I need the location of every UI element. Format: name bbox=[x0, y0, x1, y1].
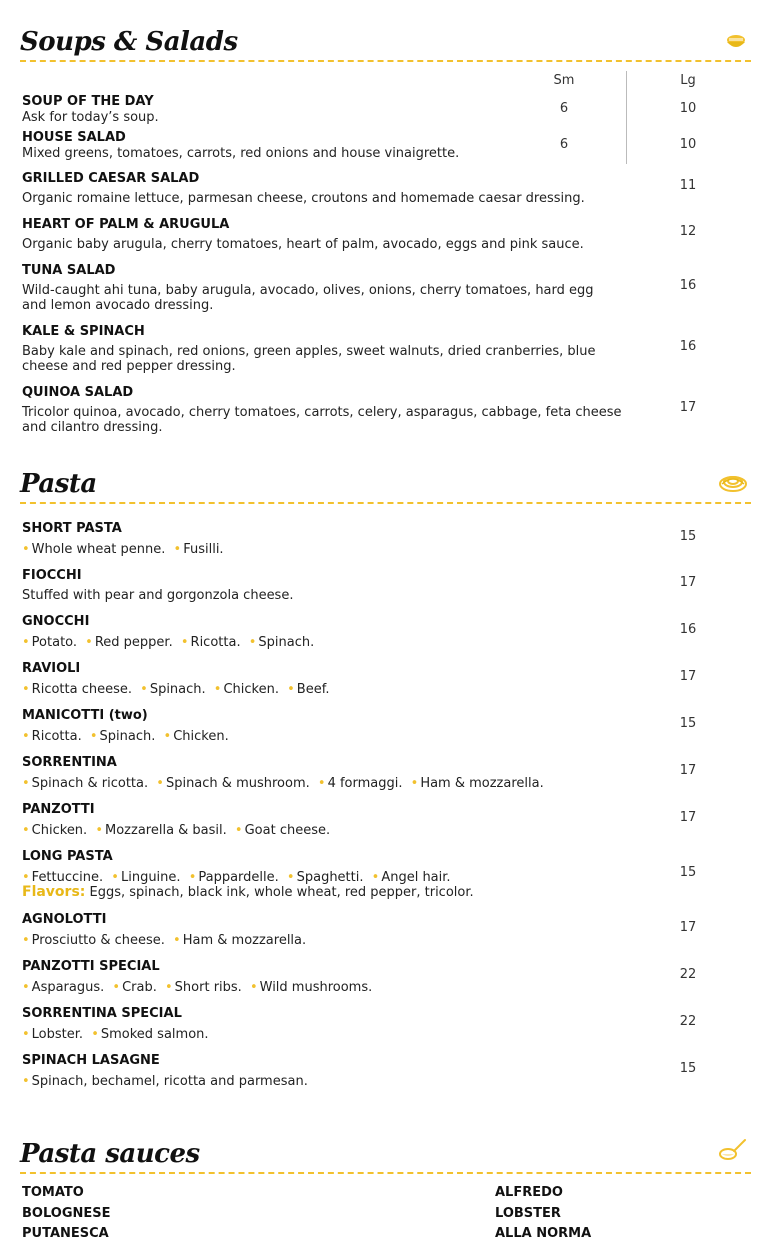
option: Prosciutto & cheese. bbox=[31, 933, 165, 948]
item-description: Mixed greens, tomatoes, carrots, red onions and house vinaigrette. bbox=[22, 146, 460, 161]
item-options bbox=[22, 542, 622, 557]
bullet-icon: • bbox=[22, 933, 30, 948]
option: Ricotta cheese. bbox=[31, 682, 132, 697]
item-options bbox=[22, 870, 622, 885]
bullet-icon: • bbox=[317, 776, 326, 791]
item-name: RAVIOLI bbox=[22, 661, 81, 676]
item-options bbox=[22, 635, 622, 650]
item-price: 11 bbox=[679, 178, 697, 193]
sauce-lobster: LOBSTER bbox=[495, 1206, 561, 1221]
item-name: GNOCCHI bbox=[22, 614, 90, 629]
soups-salads-header bbox=[20, 24, 751, 62]
size-large-heading: Lg bbox=[680, 73, 696, 88]
item-name: SOUP OF THE DAY bbox=[22, 94, 154, 109]
menu-item-heart-of-palm bbox=[22, 217, 622, 252]
item-price: 22 bbox=[679, 967, 697, 982]
bullet-icon: • bbox=[22, 870, 30, 885]
item-options bbox=[22, 933, 622, 948]
option: Crab. bbox=[122, 980, 157, 995]
item-description: Ask for today’s soup. bbox=[22, 110, 159, 125]
menu-item-house-salad bbox=[22, 130, 622, 161]
pasta-sauces-header bbox=[20, 1136, 751, 1174]
item-options bbox=[22, 823, 622, 838]
option: Wild mushrooms. bbox=[259, 980, 373, 995]
bullet-icon: • bbox=[85, 635, 93, 650]
item-price: 17 bbox=[679, 669, 697, 684]
item-price: 15 bbox=[679, 529, 697, 544]
bullet-icon: • bbox=[180, 635, 189, 650]
option: Chicken. bbox=[173, 729, 229, 744]
price-small: 6 bbox=[559, 101, 569, 116]
menu-item-manicotti bbox=[22, 708, 622, 744]
menu-item-quinoa-salad bbox=[22, 385, 622, 435]
bullet-icon: • bbox=[22, 682, 30, 697]
menu-item-panzotti bbox=[22, 802, 622, 838]
price-large: 10 bbox=[679, 101, 697, 116]
item-name: HEART OF PALM & ARUGULA bbox=[22, 217, 230, 232]
option: Short ribs. bbox=[174, 980, 242, 995]
sauce-tomato: TOMATO bbox=[22, 1185, 84, 1200]
size-divider bbox=[626, 71, 627, 164]
item-name: HOUSE SALAD bbox=[22, 130, 126, 145]
item-name: GRILLED CAESAR SALAD bbox=[22, 171, 200, 186]
menu-item-tuna-salad bbox=[22, 263, 622, 313]
item-price: 17 bbox=[679, 810, 697, 825]
soup-bowl-icon bbox=[725, 34, 747, 54]
menu-item-sorrentina-special bbox=[22, 1006, 622, 1042]
item-name: PANZOTTI SPECIAL bbox=[22, 959, 160, 974]
item-price: 17 bbox=[679, 763, 697, 778]
item-options bbox=[22, 682, 622, 697]
item-price: 16 bbox=[679, 622, 697, 637]
item-description: Baby kale and spinach, red onions, green apples, sweet walnuts, dried cranberries, blue cheese and red pepper dressing. bbox=[22, 344, 596, 374]
option: Goat cheese. bbox=[244, 823, 331, 838]
menu-item-ravioli bbox=[22, 661, 622, 697]
item-name: SORRENTINA bbox=[22, 755, 117, 770]
sauce-alla-norma: ALLA NORMA bbox=[495, 1226, 592, 1241]
bullet-icon: • bbox=[95, 823, 103, 838]
bullet-icon: • bbox=[112, 980, 121, 995]
item-name: SHORT PASTA bbox=[22, 521, 122, 536]
item-name: QUINOA SALAD bbox=[22, 385, 134, 400]
soups-salads-title: Soups & Salads bbox=[20, 27, 238, 57]
option: Ham & mozzarella. bbox=[182, 933, 307, 948]
flavors-list: Eggs, spinach, black ink, whole wheat, red pepper, tricolor. bbox=[89, 885, 474, 900]
option: Spinach & mushroom. bbox=[165, 776, 310, 791]
bullet-icon: • bbox=[22, 776, 30, 791]
option: Ricotta. bbox=[190, 635, 241, 650]
option: Chicken. bbox=[223, 682, 279, 697]
item-options bbox=[22, 980, 622, 995]
option: Angel hair. bbox=[381, 870, 451, 885]
option: Mozzarella & basil. bbox=[105, 823, 227, 838]
bullet-icon: • bbox=[111, 870, 119, 885]
option: Beef. bbox=[296, 682, 330, 697]
bullet-icon: • bbox=[22, 729, 30, 744]
bullet-icon: • bbox=[22, 1074, 30, 1089]
option: Chicken. bbox=[31, 823, 88, 838]
ladle-icon bbox=[719, 1138, 747, 1166]
bullet-icon: • bbox=[22, 980, 30, 995]
bullet-icon: • bbox=[173, 933, 181, 948]
item-price: 15 bbox=[679, 865, 697, 880]
option: Asparagus. bbox=[31, 980, 105, 995]
item-price: 16 bbox=[679, 278, 697, 293]
option: Smoked salmon. bbox=[100, 1027, 209, 1042]
item-name: PANZOTTI bbox=[22, 802, 95, 817]
sauce-putanesca: PUTANESCA bbox=[22, 1226, 109, 1241]
bullet-icon: • bbox=[287, 682, 295, 697]
bullet-icon: • bbox=[89, 729, 98, 744]
bullet-icon: • bbox=[140, 682, 148, 697]
pasta-nest-icon bbox=[719, 472, 747, 496]
option: Lobster. bbox=[31, 1027, 84, 1042]
item-name: SPINACH LASAGNE bbox=[22, 1053, 160, 1068]
bullet-icon: • bbox=[22, 542, 30, 557]
bullet-icon: • bbox=[188, 870, 197, 885]
pasta-sauces-title: Pasta sauces bbox=[20, 1139, 200, 1169]
item-price: 17 bbox=[679, 920, 697, 935]
menu-item-soup-of-the-day bbox=[22, 94, 622, 125]
item-price: 15 bbox=[679, 716, 697, 731]
menu-item-gnocchi bbox=[22, 614, 622, 650]
item-name: FIOCCHI bbox=[22, 568, 82, 583]
item-price: 17 bbox=[679, 400, 697, 415]
bullet-icon: • bbox=[165, 980, 173, 995]
pasta-header bbox=[20, 466, 751, 504]
bullet-icon: • bbox=[91, 1027, 99, 1042]
item-options bbox=[22, 1027, 622, 1042]
menu-item-sorrentina bbox=[22, 755, 622, 791]
bullet-icon: • bbox=[22, 635, 30, 650]
item-options bbox=[22, 776, 622, 791]
bullet-icon: • bbox=[286, 870, 295, 885]
pasta-title: Pasta bbox=[20, 469, 97, 499]
option: Potato. bbox=[31, 635, 78, 650]
price-large: 10 bbox=[679, 137, 697, 152]
menu-item-kale-spinach bbox=[22, 324, 622, 374]
bullet-icon: • bbox=[371, 870, 380, 885]
flavors-label: Flavors: bbox=[22, 884, 86, 900]
item-price: 22 bbox=[679, 1014, 697, 1029]
item-description: Stuffed with pear and gorgonzola cheese. bbox=[22, 588, 294, 603]
bullet-icon: • bbox=[22, 823, 30, 838]
menu-item-long-pasta bbox=[22, 849, 622, 900]
item-description: Organic baby arugula, cherry tomatoes, heart of palm, avocado, eggs and pink sauce. bbox=[22, 237, 584, 252]
menu-item-grilled-caesar bbox=[22, 171, 622, 206]
item-description: Wild-caught ahi tuna, baby arugula, avocado, olives, onions, cherry tomatoes, hard egg and lemon avocado dressing. bbox=[22, 283, 594, 313]
item-options bbox=[22, 1074, 622, 1089]
bullet-icon: • bbox=[410, 776, 419, 791]
menu-item-fiocchi bbox=[22, 568, 622, 603]
item-description: Organic romaine lettuce, parmesan cheese, croutons and homemade caesar dressing. bbox=[22, 191, 585, 206]
price-small: 6 bbox=[559, 137, 569, 152]
option: Ham & mozzarella. bbox=[420, 776, 544, 791]
bullet-icon: • bbox=[234, 823, 243, 838]
item-name: AGNOLOTTI bbox=[22, 912, 107, 927]
item-name: LONG PASTA bbox=[22, 849, 113, 864]
option: 4 formaggi. bbox=[327, 776, 403, 791]
bullet-icon: • bbox=[22, 1027, 30, 1042]
option: Spinach. bbox=[149, 682, 206, 697]
item-options bbox=[22, 729, 622, 744]
sauce-alfredo: ALFREDO bbox=[495, 1185, 563, 1200]
option: Spinach. bbox=[99, 729, 156, 744]
option: Fettuccine. bbox=[31, 870, 104, 885]
menu-item-panzotti-special bbox=[22, 959, 622, 995]
item-price: 16 bbox=[679, 339, 697, 354]
option: Linguine. bbox=[120, 870, 181, 885]
item-price: 12 bbox=[679, 224, 697, 239]
item-price: 15 bbox=[679, 1061, 697, 1076]
option: Ricotta. bbox=[31, 729, 82, 744]
bullet-icon: • bbox=[249, 980, 258, 995]
option: Spaghetti. bbox=[296, 870, 364, 885]
flavors-line bbox=[22, 885, 622, 900]
item-name: KALE & SPINACH bbox=[22, 324, 145, 339]
sauce-bolognese: BOLOGNESE bbox=[22, 1206, 111, 1221]
option: Red pepper. bbox=[94, 635, 173, 650]
bullet-icon: • bbox=[248, 635, 257, 650]
item-name: SORRENTINA SPECIAL bbox=[22, 1006, 182, 1021]
option: Pappardelle. bbox=[198, 870, 279, 885]
item-description: Tricolor quinoa, avocado, cherry tomatoes, carrots, celery, asparagus, cabbage, feta cheese and cilantro dressing. bbox=[22, 405, 622, 435]
menu-item-agnolotti bbox=[22, 912, 622, 948]
option: Spinach & ricotta. bbox=[31, 776, 149, 791]
item-price: 17 bbox=[679, 575, 697, 590]
bullet-icon: • bbox=[173, 542, 182, 557]
item-name: TUNA SALAD bbox=[22, 263, 116, 278]
bullet-icon: • bbox=[156, 776, 164, 791]
size-small-heading: Sm bbox=[553, 73, 575, 88]
option: Spinach. bbox=[258, 635, 315, 650]
menu-item-short-pasta bbox=[22, 521, 622, 557]
bullet-icon: • bbox=[163, 729, 172, 744]
option: Whole wheat penne. bbox=[31, 542, 166, 557]
menu-item-spinach-lasagne bbox=[22, 1053, 622, 1089]
option: Spinach, bechamel, ricotta and parmesan. bbox=[31, 1074, 308, 1089]
item-name: MANICOTTI (two) bbox=[22, 708, 148, 723]
option: Fusilli. bbox=[183, 542, 224, 557]
bullet-icon: • bbox=[213, 682, 222, 697]
